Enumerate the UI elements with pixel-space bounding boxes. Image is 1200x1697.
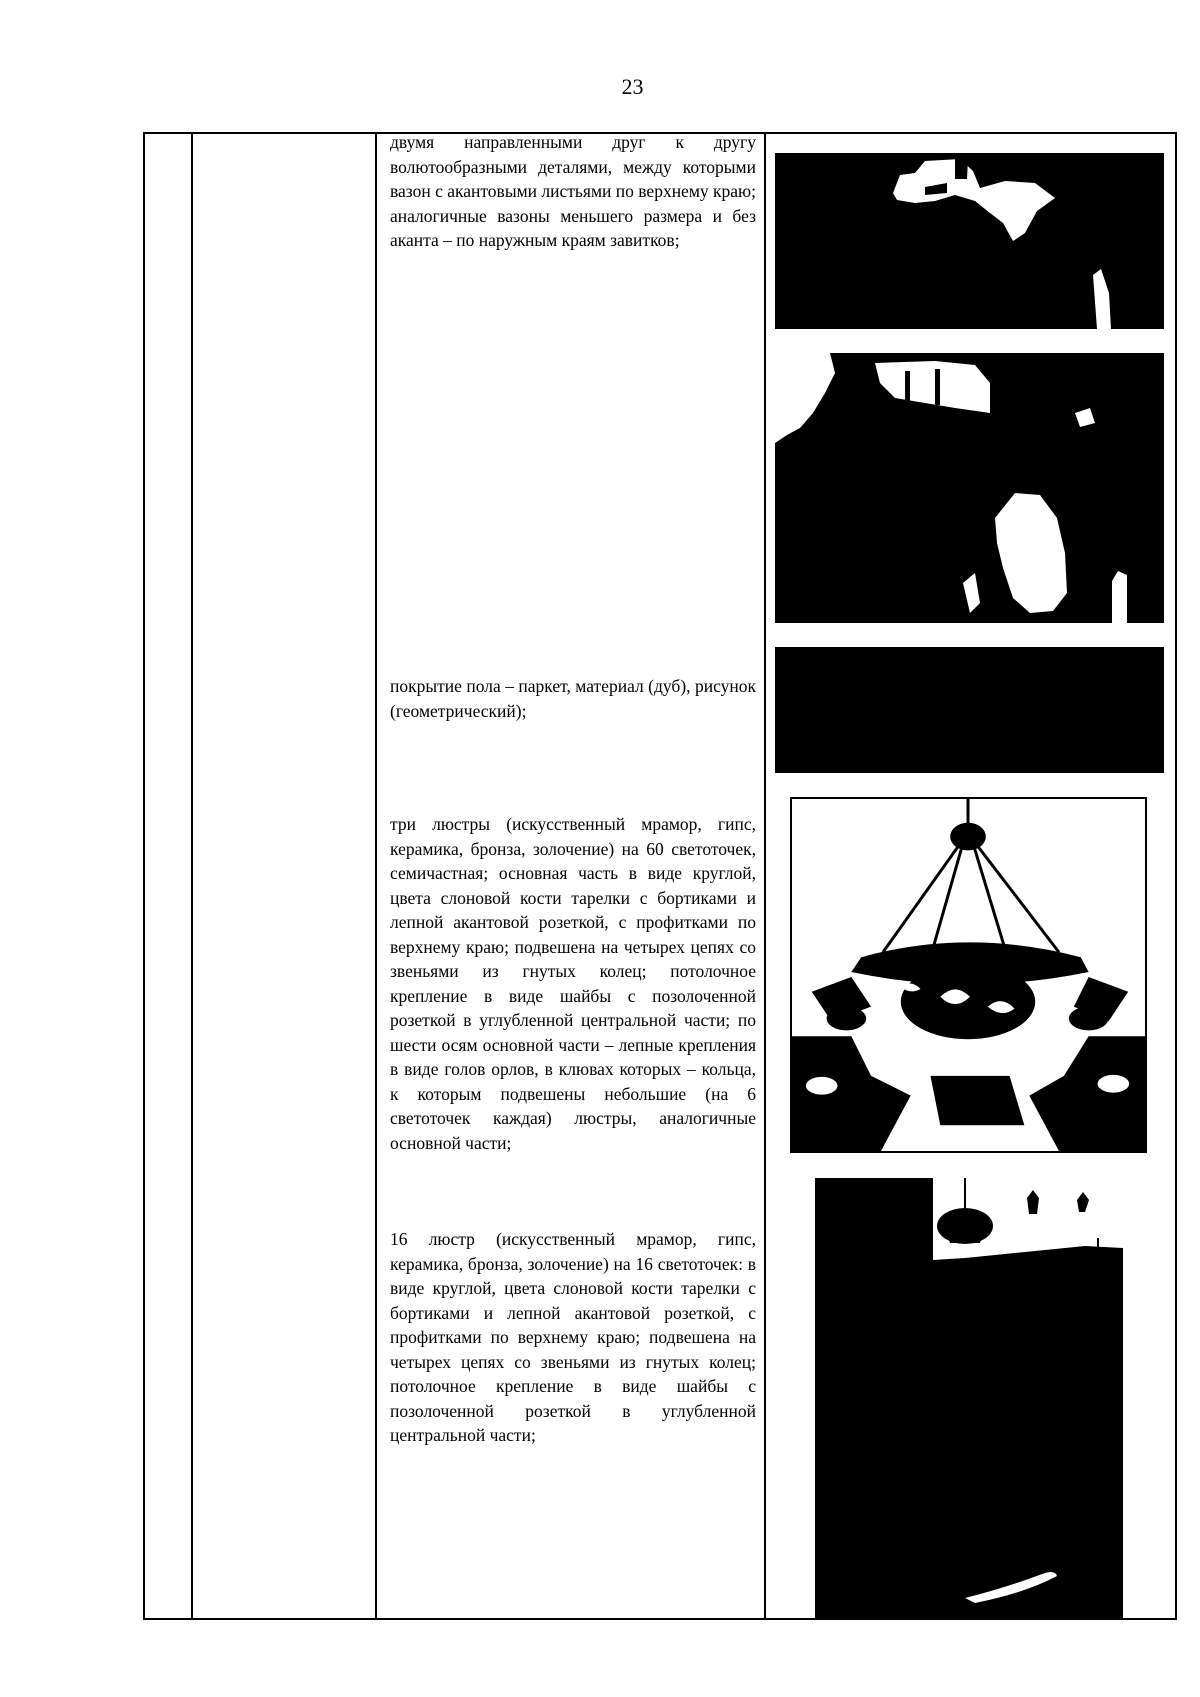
photo-chandelier-image <box>792 799 1145 1151</box>
entry-three-chandeliers: три люстры (искусственный мрамор, гипс, керамика, бронза, золочение) на 60 светоточек, семичастная; основная часть в виде круглой, цвета слоновой кости тарелки с бортиками и лепной акантовой розеткой, с профитками по верхнему краю; подвешена на четырех цепях со звеньями из гнутых колец; потолочное крепление в виде шайбы с позолоченной розеткой в углубленной центральной части; по шести осям основной части – лепные крепления в виде голов орлов, в клювах которых – кольца, к которым подвешены небольшие (на 6 светоточек каждая) люстры, аналогичные основной части; <box>390 814 756 1153</box>
table-column-divider <box>764 134 766 1618</box>
page-number: 23 <box>621 74 644 99</box>
entry-volute-vases: двумя направленными друг к другу волютообразными деталями, между которыми вазон с акантовыми листьями по верхнему краю; аналогичные вазоны меньшего размера и без аканта – по наружным краям завитков; <box>390 132 756 250</box>
photo-volute-detail <box>775 153 1164 329</box>
table-column-divider <box>375 134 377 1618</box>
photo-hall-chandeliers-image <box>815 1178 1123 1620</box>
entry-sixteen-chandeliers: 16 люстр (искусственный мрамор, гипс, керамика, бронза, золочение) на 16 светоточек: в виде круглой, цвета слоновой кости тарелки с бортиками и лепной акантовой розеткой, с профитками по верхнему краю; подвешена на четырех цепях со звеньями из гнутых колец; потолочное крепление в виде шайбы с позолоченной розеткой в углубленной центральной части; <box>390 1229 756 1445</box>
table-column-divider <box>191 134 193 1618</box>
photo-chandelier <box>790 797 1147 1153</box>
photo-interior-wall-image <box>775 353 1164 623</box>
photo-hall-chandeliers <box>815 1178 1123 1620</box>
entry-floor-parquet: покрытие пола – паркет, материал (дуб), рисунок (геометрический); <box>390 676 756 721</box>
photo-interior-wall <box>775 353 1164 623</box>
photo-volute-detail-image <box>775 153 1164 329</box>
photo-parquet-floor <box>775 647 1164 773</box>
